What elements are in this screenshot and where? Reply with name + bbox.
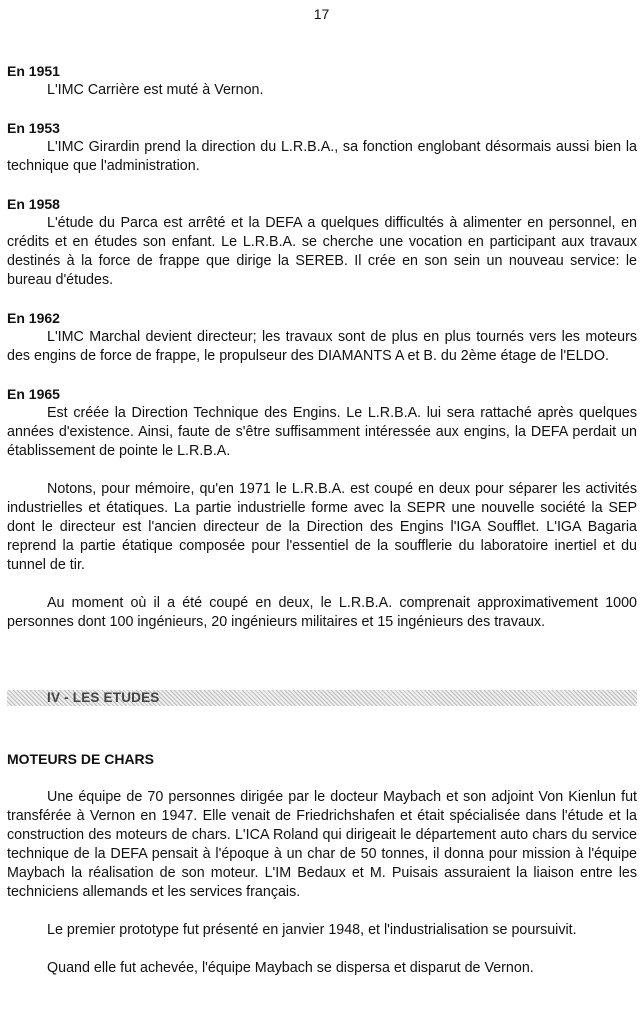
note-paragraph bbox=[7, 480, 637, 575]
body-paragraph: Le premier prototype fut présenté en janvier 1948, et l'industrialisation se poursuivit. bbox=[47, 922, 577, 938]
year-entry-1962 bbox=[7, 309, 637, 366]
year-entry-1951 bbox=[7, 62, 637, 100]
body-paragraph: Quand elle fut achevée, l'équipe Maybach se dispersa et disparut de Vernon. bbox=[47, 960, 534, 976]
year-heading: En 1962 bbox=[7, 310, 60, 326]
section-header-bar bbox=[7, 690, 637, 706]
page-number: 17 bbox=[313, 6, 330, 22]
body-paragraph-block bbox=[7, 788, 637, 902]
body-paragraph-block bbox=[7, 921, 637, 940]
body-paragraph: Notons, pour mémoire, qu'en 1971 le L.R.B.A. est coupé en deux pour séparer les activités industrielles et étatiques. La partie industrielle forme avec la SEPR une nouvelle société la SEP dont le directeur est l'ancien directeur de la Direction des Engins l'IGA Soufflet. L'IGA Bagaria reprend la partie étatique composée pour l'essentiel de la soufflerie du laboratoire inertiel et du tunnel de tir. bbox=[7, 481, 637, 573]
year-entry-1965 bbox=[7, 385, 637, 461]
year-heading: En 1965 bbox=[7, 386, 60, 402]
body-paragraph: Une équipe de 70 personnes dirigée par le docteur Maybach et son adjoint Von Kienlun fut transférée à Vernon en 1947. Elle venait de Friedrichshafen et était spécialisée dans l'étude et la construction des moteurs de chars. L'ICA Roland qui dirigeait le département auto chars du service technique de la DEFA pensait à l'époque à un char de 50 tonnes, il donna pour mission à l'équipe Maybach la réalisation de son moteur. L'IM Bedaux et M. Puisais assuraient la liaison entre les techniciens allemands et les services français. bbox=[7, 789, 637, 900]
year-text: L'étude du Parca est arrêté et la DEFA a quelques difficultés à alimenter en personnel, en crédits et en études son enfant. Le L.R.B.A. se cherche une vocation en participant aux travaux destinés à la force de frappe que dirige la SEREB. Il crée en son sein un nouveau service: le bureau d'études. bbox=[7, 215, 637, 288]
year-text: Est créée la Direction Technique des Engins. Le L.R.B.A. lui sera rattaché après quelques années d'existence. Ainsi, faute de s'être suffisamment intéressée aux engins, la DEFA perdait un établissement de pointe le L.R.B.A. bbox=[7, 405, 637, 459]
year-heading: En 1951 bbox=[7, 63, 60, 79]
section-title: IV - LES ETUDES bbox=[47, 690, 160, 705]
body-paragraph: Au moment où il a été coupé en deux, le L.R.B.A. comprenait approximativement 1000 personnes dont 100 ingénieurs, 20 ingénieurs militaires et 15 ingénieurs des travaux. bbox=[7, 595, 637, 630]
tank-engines-section bbox=[7, 750, 637, 997]
subsection-title: MOTEURS DE CHARS bbox=[7, 751, 155, 767]
year-heading: En 1958 bbox=[7, 196, 60, 212]
year-entry-1958 bbox=[7, 195, 637, 290]
year-text: L'IMC Marchal devient directeur; les travaux sont de plus en plus tournés vers les moteurs des engins de force de frappe, le propulseur des DIAMANTS A et B. du 2ème étage de l'ELDO. bbox=[7, 329, 637, 364]
year-heading: En 1953 bbox=[7, 120, 60, 136]
history-section bbox=[7, 62, 637, 651]
year-text: L'IMC Carrière est muté à Vernon. bbox=[47, 82, 264, 98]
note-paragraph bbox=[7, 594, 637, 632]
year-text: L'IMC Girardin prend la direction du L.R.B.A., sa fonction englobant désormais aussi bien la technique que l'administration. bbox=[7, 139, 637, 174]
body-paragraph-block bbox=[7, 959, 637, 978]
year-entry-1953 bbox=[7, 119, 637, 176]
